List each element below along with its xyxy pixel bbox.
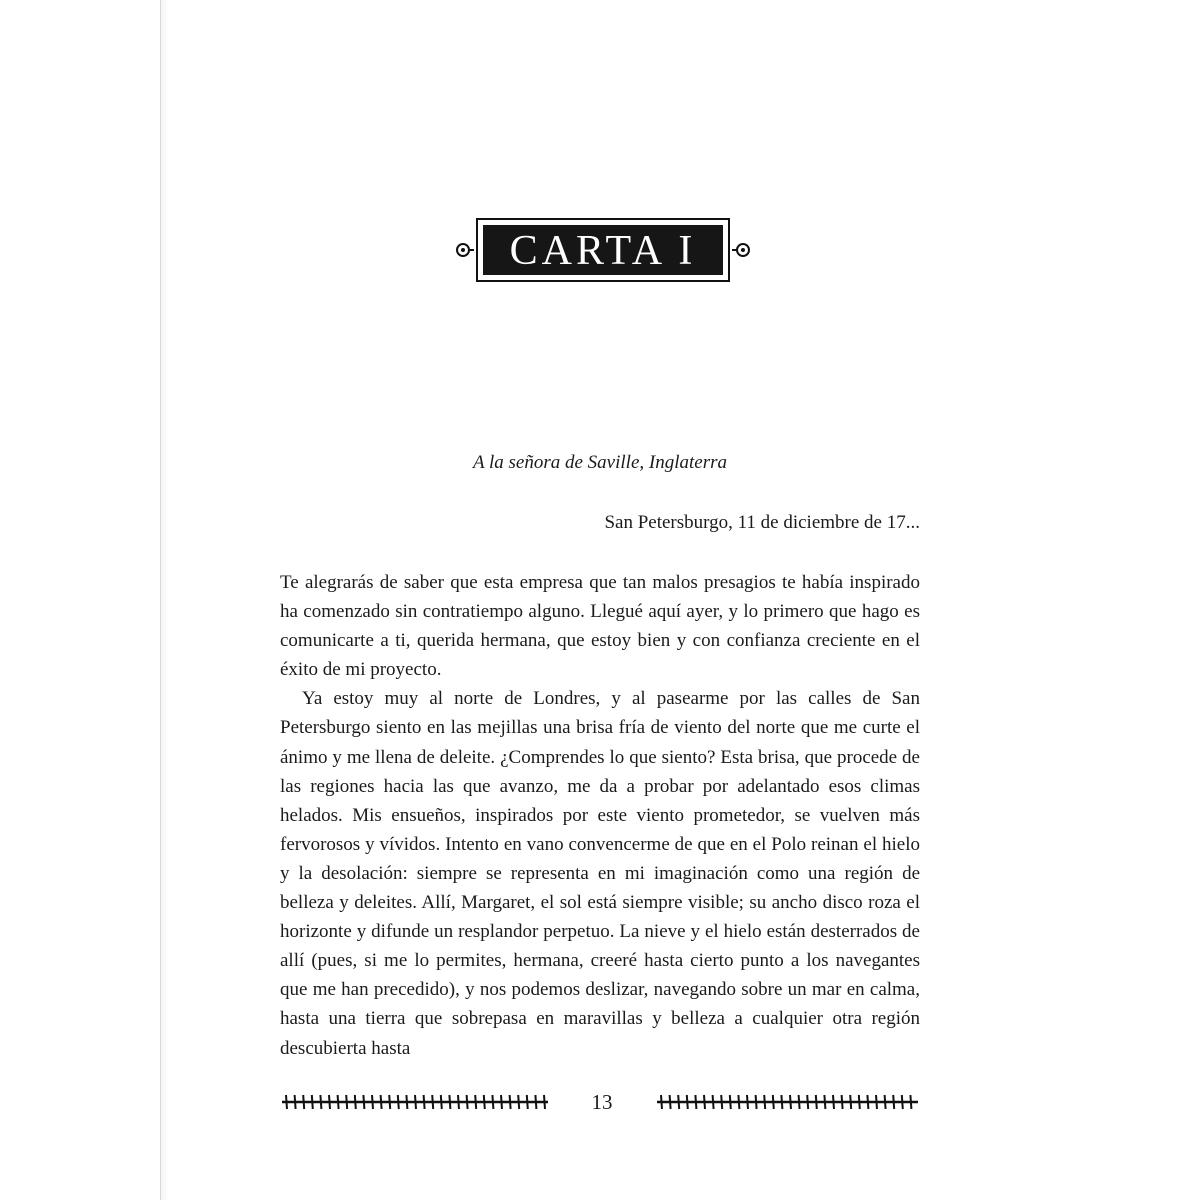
scroll-ornament-left-icon [454,240,474,260]
page-number: 13 [591,1090,613,1114]
letter-addressee: A la señora de Saville, Inglaterra [472,452,727,473]
paragraph: Ya estoy muy al norte de Londres, y al pasearme por las calles de San Petersburgo siento en las mejillas una brisa fría de viento del norte que me curte el ánimo y me llena de deleite. ¿Comprendes lo que siento? Esta brisa, que procede de las regiones hacia las que avanzo, me da a probar por adelantado esos climas helados. Mis ensueños, inspirados por este viento prometedor, se vuelven más fervorosos y vívidos. Intento en vano convencerme de que en el Polo reinan el hielo y la desolación: siempre se representa en mi imaginación como una región de belleza y deleites. Allí, Margaret, el sol está siempre visible; su ancho disco roza el horizonte y difunde un resplandor perpetuo. La nieve y el hielo están desterrados de allí (pues, si me lo permites, hermana, creeré hasta cierto punto a los navegantes que me han precedido), y nos podemos deslizar, navegando sobre un mar en calma, hasta una tierra que sobrepasa en maravillas y belleza a cualquier otra región descubierta hasta [280,688,920,1059]
letter-body [280,568,920,1063]
paragraph: Te alegrarás de saber que esta empresa que tan malos presagios te había inspirado ha comenzado sin contratiempo alguno. Llegué aquí ayer, y lo primero que hago es comunicarte a ti, querida hermana, que estoy bien y con confianza creciente en el éxito de mi proyecto. [280,572,920,681]
footer-ornament-left-icon [280,1092,550,1112]
scroll-ornament-right-icon [732,240,752,260]
letter-dateline: San Petersburgo, 11 de diciembre de 17... [604,512,920,533]
chapter-heading-plaque [452,218,754,282]
page-gutter-shadow [161,0,169,1200]
footer-ornament-right-icon [655,1092,920,1112]
chapter-title: CARTA I [509,228,697,274]
